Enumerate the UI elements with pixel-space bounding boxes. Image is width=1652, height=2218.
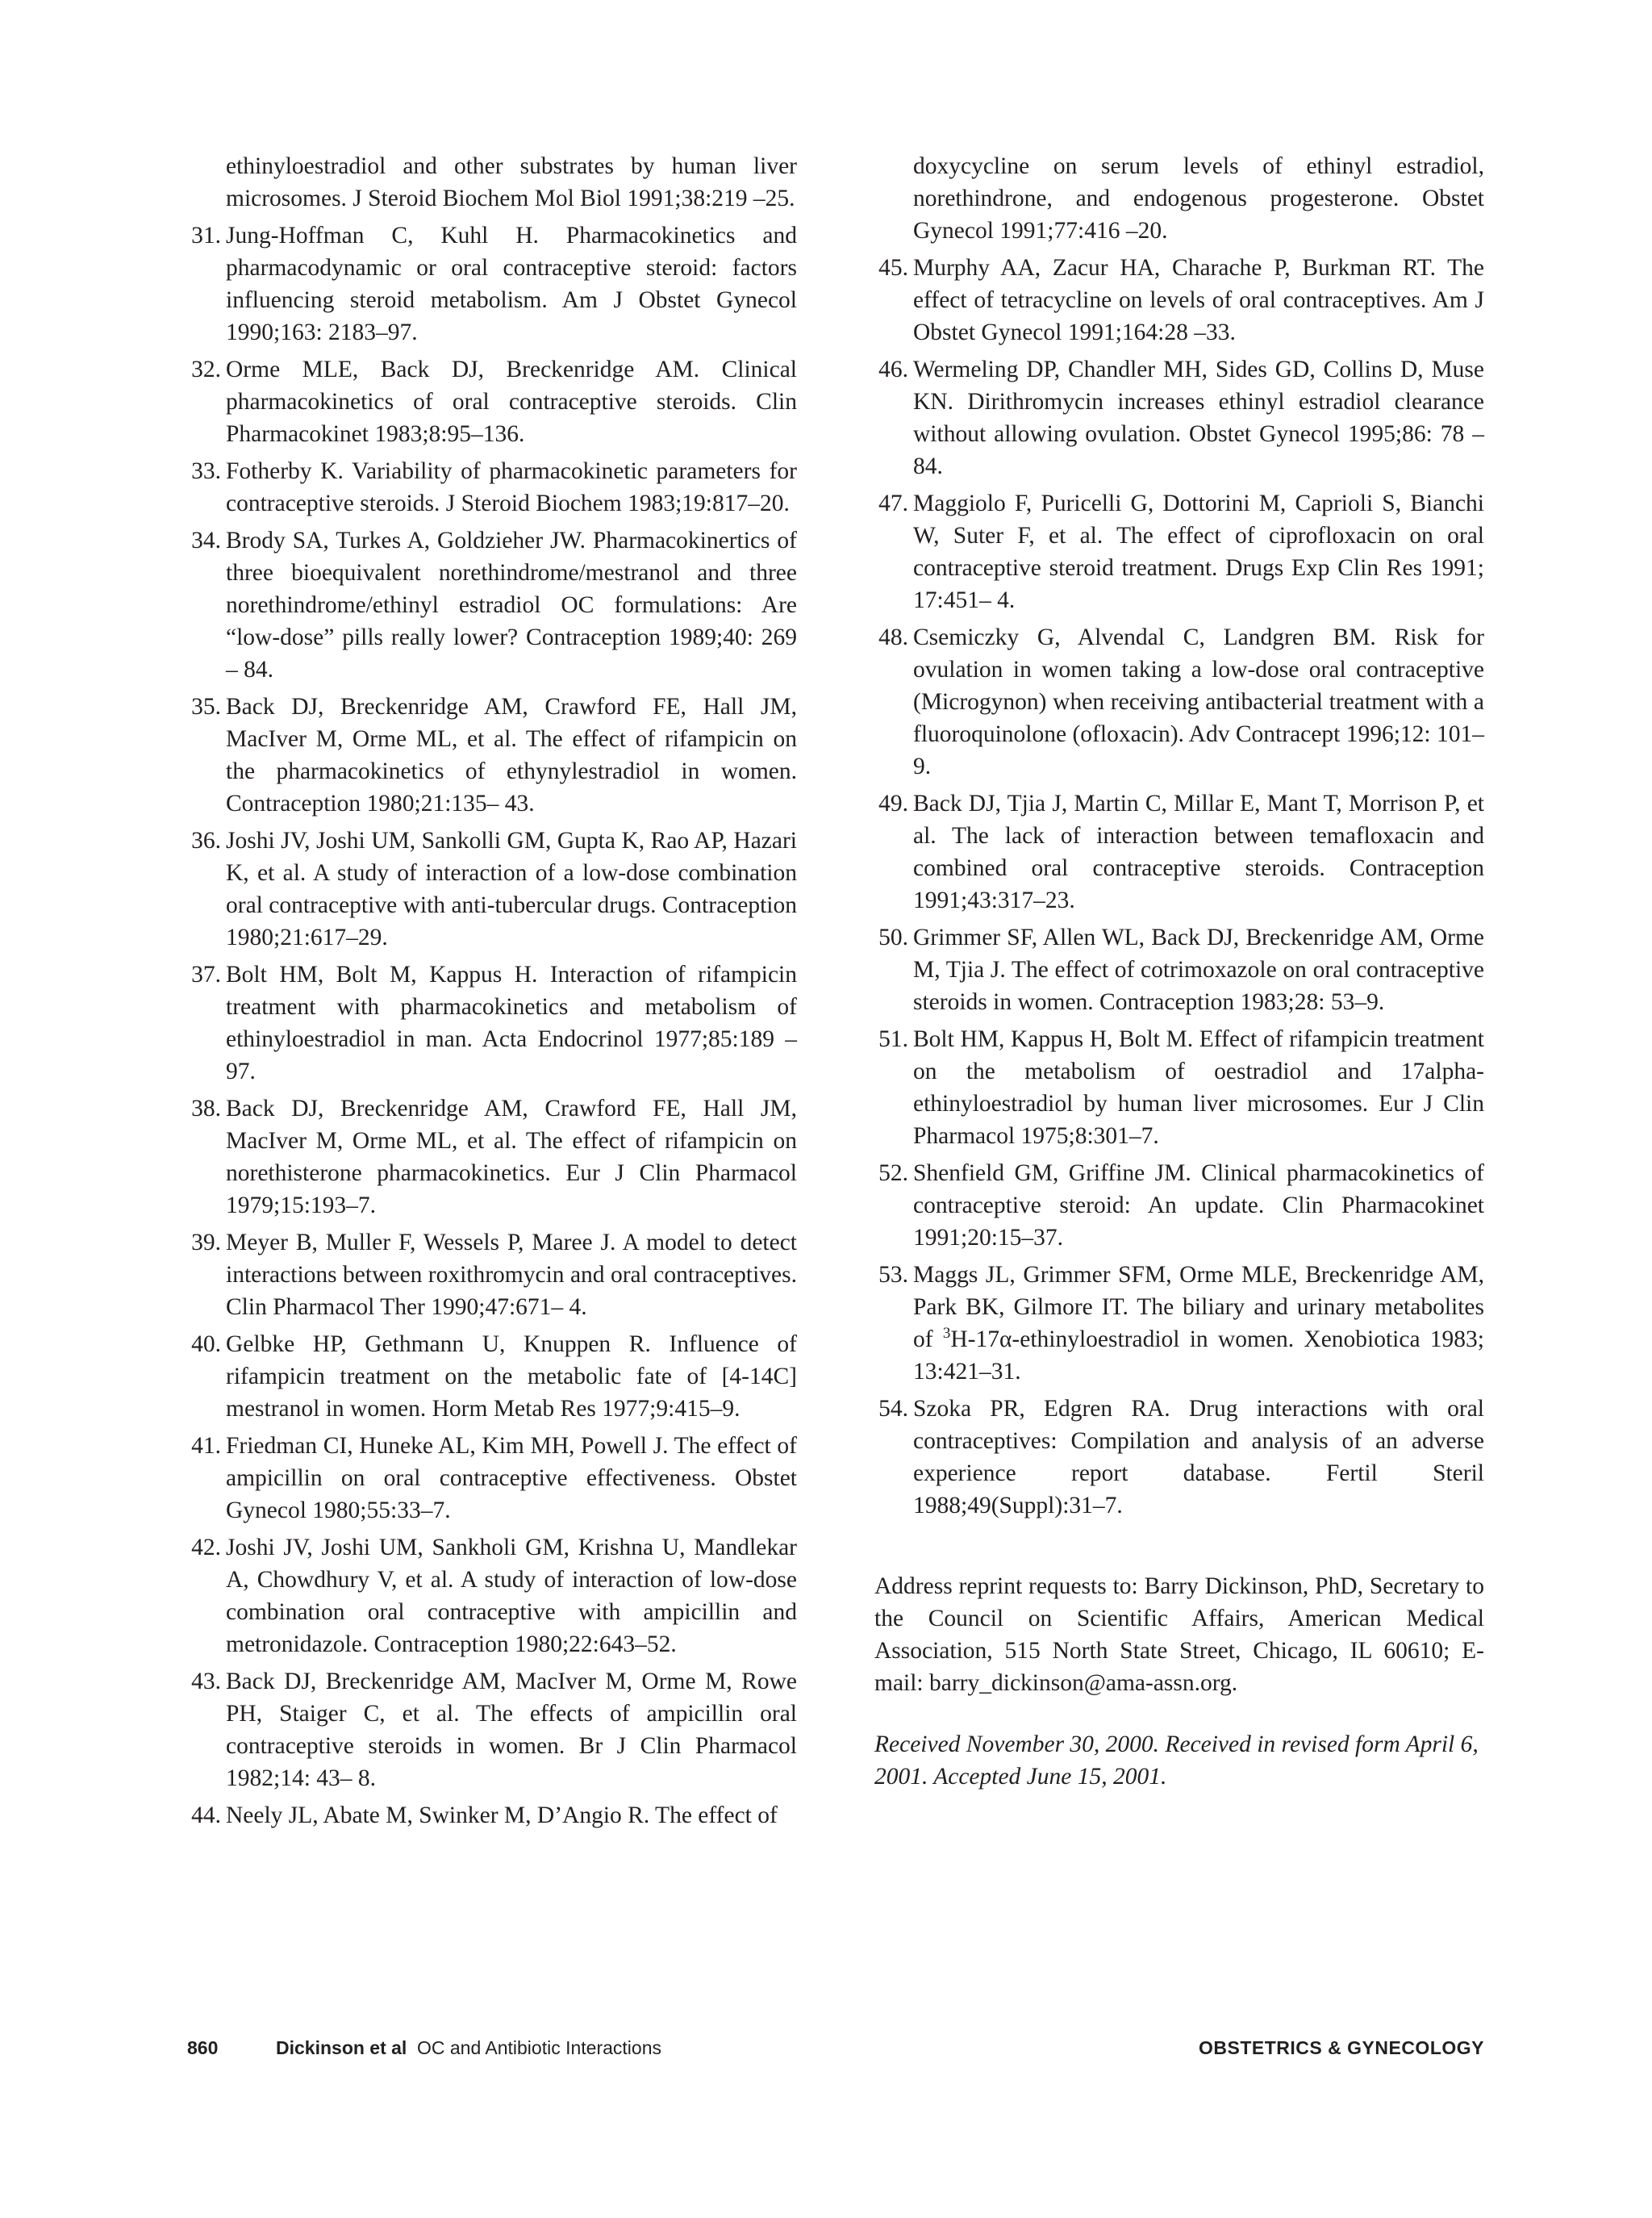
reference-text: Grimmer SF, Allen WL, Back DJ, Breckenridge AM, Orme M, Tjia J. The effect of cotrimoxazole on oral contraceptive steroids in women. Contraception 1983;28: 53–9. — [913, 925, 1484, 1015]
reference-text: Shenfield GM, Griffine JM. Clinical pharmacokinetics of contraceptive steroid: An update. Clin Pharmacokinet 1991;20:15–37. — [913, 1160, 1484, 1251]
reference-item — [187, 825, 797, 954]
reference-item — [187, 1799, 797, 1832]
reference-item — [187, 219, 797, 349]
reference-text: Wermeling DP, Chandler MH, Sides GD, Collins D, Muse KN. Dirithromycin increases ethinyl estradiol clearance without allowing ovulation. Obstet Gynecol 1995;86: 78 – 84. — [913, 357, 1484, 479]
reference-number: 47. — [878, 491, 908, 516]
reference-number: 52. — [878, 1160, 908, 1186]
reference-text: Brody SA, Turkes A, Goldzieher JW. Pharmacokinertics of three bioequivalent norethindrome/mestranol and three norethindrome/ethinyl estradiol OC formulations: Are “low-dose” pills really lower? Contraception 1989;40: 269 – 84. — [226, 528, 797, 683]
reference-text: Meyer B, Muller F, Wessels P, Maree J. A model to detect interactions between roxithromycin and oral contraceptives. Clin Pharmacol Ther 1990;47:671– 4. — [226, 1230, 797, 1320]
received-dates: Received November 30, 2000. Received in revised form April 6, 2001. Accepted June 15, 2001. — [874, 1731, 1479, 1790]
reference-number: 37. — [191, 962, 221, 988]
reference-list-left — [187, 219, 797, 1832]
reference-text: Back DJ, Breckenridge AM, Crawford FE, Hall JM, MacIver M, Orme ML, et al. The effect of rifampicin on norethisterone pharmacokinetics. Eur J Clin Pharmacol 1979;15:193–7. — [226, 1096, 797, 1218]
reference-number: 42. — [191, 1535, 221, 1560]
page-number: 860 — [187, 2037, 219, 2058]
reference-text: Murphy AA, Zacur HA, Charache P, Burkman RT. The effect of tetracycline on levels of oral contraceptives. Am J Obstet Gynecol 1991;164:28 –33. — [913, 255, 1484, 345]
reference-text: Szoka PR, Edgren RA. Drug interactions with oral contraceptives: Compilation and analysis of an adverse experience report database. Fertil Steril 1988;49(Suppl):31–7. — [913, 1396, 1484, 1518]
reference-text-part: H-17α-ethinyloestradiol in women. Xenobiotica 1983; 13:421–31. — [913, 1326, 1485, 1385]
reference-item — [874, 921, 1484, 1018]
reference-text: Back DJ, Breckenridge AM, MacIver M, Orme M, Rowe PH, Staiger C, et al. The effects of ampicillin oral contraceptive steroids in women. Br J Clin Pharmacol 1982;14: 43– 8. — [226, 1669, 797, 1791]
reference-text: Jung-Hoffman C, Kuhl H. Pharmacokinetics and pharmacodynamic or oral contraceptive steroid: factors influencing steroid metabolism. Am J Obstet Gynecol 1990;163: 2183–97. — [226, 223, 797, 345]
reference-item — [874, 353, 1484, 482]
footer-journal: OBSTETRICS & GYNECOLOGY — [1199, 2037, 1484, 2058]
reference-item — [187, 1531, 797, 1660]
reference-number: 44. — [191, 1802, 221, 1828]
reference-item — [187, 1092, 797, 1222]
reference-number: 39. — [191, 1230, 221, 1255]
reference-item — [874, 1023, 1484, 1152]
reference-text: Orme MLE, Back DJ, Breckenridge AM. Clinical pharmacokinetics of oral contraceptive steroids. Clin Pharmacokinet 1983;8:95–136. — [226, 357, 797, 447]
reference-number: 41. — [191, 1433, 221, 1459]
reference-number: 31. — [191, 223, 221, 249]
reference-text: Gelbke HP, Gethmann U, Knuppen R. Influence of rifampicin treatment on the metabolic fate of [4-14C] mestranol in women. Horm Metab Res 1977;9:415–9. — [226, 1331, 797, 1422]
reference-item — [187, 1430, 797, 1527]
reference-number: 49. — [878, 791, 908, 817]
footer-author: Dickinson et al — [276, 2037, 407, 2058]
reference-item — [874, 1259, 1484, 1388]
reference-item — [187, 455, 797, 520]
reference-number: 45. — [878, 255, 908, 281]
reference-number: 35. — [191, 694, 221, 720]
reference-number: 38. — [191, 1096, 221, 1122]
reference-text: Csemiczky G, Alvendal C, Landgren BM. Risk for ovulation in women taking a low-dose oral contraceptive (Microgynon) when receiving antibacterial treatment with a fluoroquinolone (ofloxacin). Adv Contracept 1996;12: 101–9. — [913, 624, 1484, 779]
isotope-superscript: 3 — [942, 1325, 951, 1343]
footer-short-title: OC and Antibiotic Interactions — [417, 2037, 661, 2058]
reference-text: Maggiolo F, Puricelli G, Dottorini M, Caprioli S, Bianchi W, Suter F, et al. The effect of ciprofloxacin on oral contraceptive steroid treatment. Drugs Exp Clin Res 1991; 17:451– 4. — [913, 491, 1484, 613]
reference-number: 53. — [878, 1262, 908, 1288]
reference-number: 51. — [878, 1026, 908, 1052]
reference-item — [874, 787, 1484, 917]
reference-item — [874, 1393, 1484, 1522]
reference-continued — [187, 150, 797, 215]
reprint-address: Address reprint requests to: Barry Dickinson, PhD, Secretary to the Council on Scientific Affairs, American Medical Association, 515 North State Street, Chicago, IL 60610; E-mail: barry_dickinson@ama-assn.org. — [874, 1573, 1484, 1696]
reference-list-right — [874, 252, 1484, 1522]
reference-number: 43. — [191, 1669, 221, 1694]
reference-number: 50. — [878, 925, 908, 950]
reference-item — [874, 1157, 1484, 1254]
reference-continued — [874, 150, 1484, 247]
reference-text-part: Maggs JL, Grimmer SFM, Orme MLE, Breckenridge AM, Park BK, Gilmore IT. The biliary and urinary metabolites of — [913, 1262, 1484, 1352]
reference-item — [874, 252, 1484, 349]
reference-text: doxycycline on serum levels of ethinyl estradiol, norethindrone, and endogenous progesterone. Obstet Gynecol 1991;77:416 –20. — [913, 153, 1484, 244]
reference-number: 32. — [191, 357, 221, 382]
reference-text: Bolt HM, Kappus H, Bolt M. Effect of rifampicin treatment on the metabolism of oestradiol and 17alpha-ethinyloestradiol by human liver microsomes. Eur J Clin Pharmacol 1975;8:301–7. — [913, 1026, 1484, 1149]
reference-number: 36. — [191, 828, 221, 854]
reference-text: Friedman CI, Huneke AL, Kim MH, Powell J. The effect of ampicillin on oral contraceptive effectiveness. Obstet Gynecol 1980;55:33–7. — [226, 1433, 797, 1523]
reference-number: 34. — [191, 528, 221, 553]
reference-text: Back DJ, Breckenridge AM, Crawford FE, Hall JM, MacIver M, Orme ML, et al. The effect of rifampicin on the pharmacokinetics of ethynylestradiol in women. Contraception 1980;21:135– 43. — [226, 694, 797, 817]
left-column — [187, 150, 797, 1836]
reference-item — [187, 691, 797, 820]
reference-number: 54. — [878, 1396, 908, 1422]
reference-number: 48. — [878, 624, 908, 650]
reference-item — [187, 1226, 797, 1323]
reference-item — [874, 487, 1484, 616]
reference-text: ethinyloestradiol and other substrates by human liver microsomes. J Steroid Biochem Mol Biol 1991;38:219 –25. — [226, 153, 797, 211]
reference-item — [187, 524, 797, 686]
reference-item — [187, 1665, 797, 1794]
reference-text: Joshi JV, Joshi UM, Sankolli GM, Gupta K, Rao AP, Hazari K, et al. A study of interaction of a low-dose combination oral contraceptive with anti-tubercular drugs. Contraception 1980;21:617–29. — [226, 828, 797, 950]
right-column — [874, 150, 1484, 1817]
reference-item — [874, 621, 1484, 783]
reference-item — [187, 1328, 797, 1425]
reference-text — [913, 1259, 1484, 1388]
reference-item — [187, 353, 797, 450]
reference-text: Fotherby K. Variability of pharmacokinetic parameters for contraceptive steroids. J Steroid Biochem 1983;19:817–20. — [226, 458, 797, 516]
reference-number: 46. — [878, 357, 908, 382]
reference-text: Neely JL, Abate M, Swinker M, D’Angio R. The effect of — [226, 1802, 778, 1828]
reference-text: Bolt HM, Bolt M, Kappus H. Interaction of rifampicin treatment with pharmacokinetics and metabolism of ethinyloestradiol in man. Acta Endocrinol 1977;85:189 –97. — [226, 962, 797, 1084]
reference-number: 33. — [191, 458, 221, 484]
reference-text: Joshi JV, Joshi UM, Sankholi GM, Krishna U, Mandlekar A, Chowdhury V, et al. A study of interaction of low-dose combination oral contraceptive with ampicillin and metronidazole. Contraception 1980;22:643–52. — [226, 1535, 797, 1657]
reference-number: 40. — [191, 1331, 221, 1357]
page-footer — [187, 2033, 1484, 2062]
reference-text: Back DJ, Tjia J, Martin C, Millar E, Mant T, Morrison P, et al. The lack of interaction between temafloxacin and combined oral contraceptive steroids. Contraception 1991;43:317–23. — [913, 791, 1484, 913]
reference-item — [187, 959, 797, 1088]
